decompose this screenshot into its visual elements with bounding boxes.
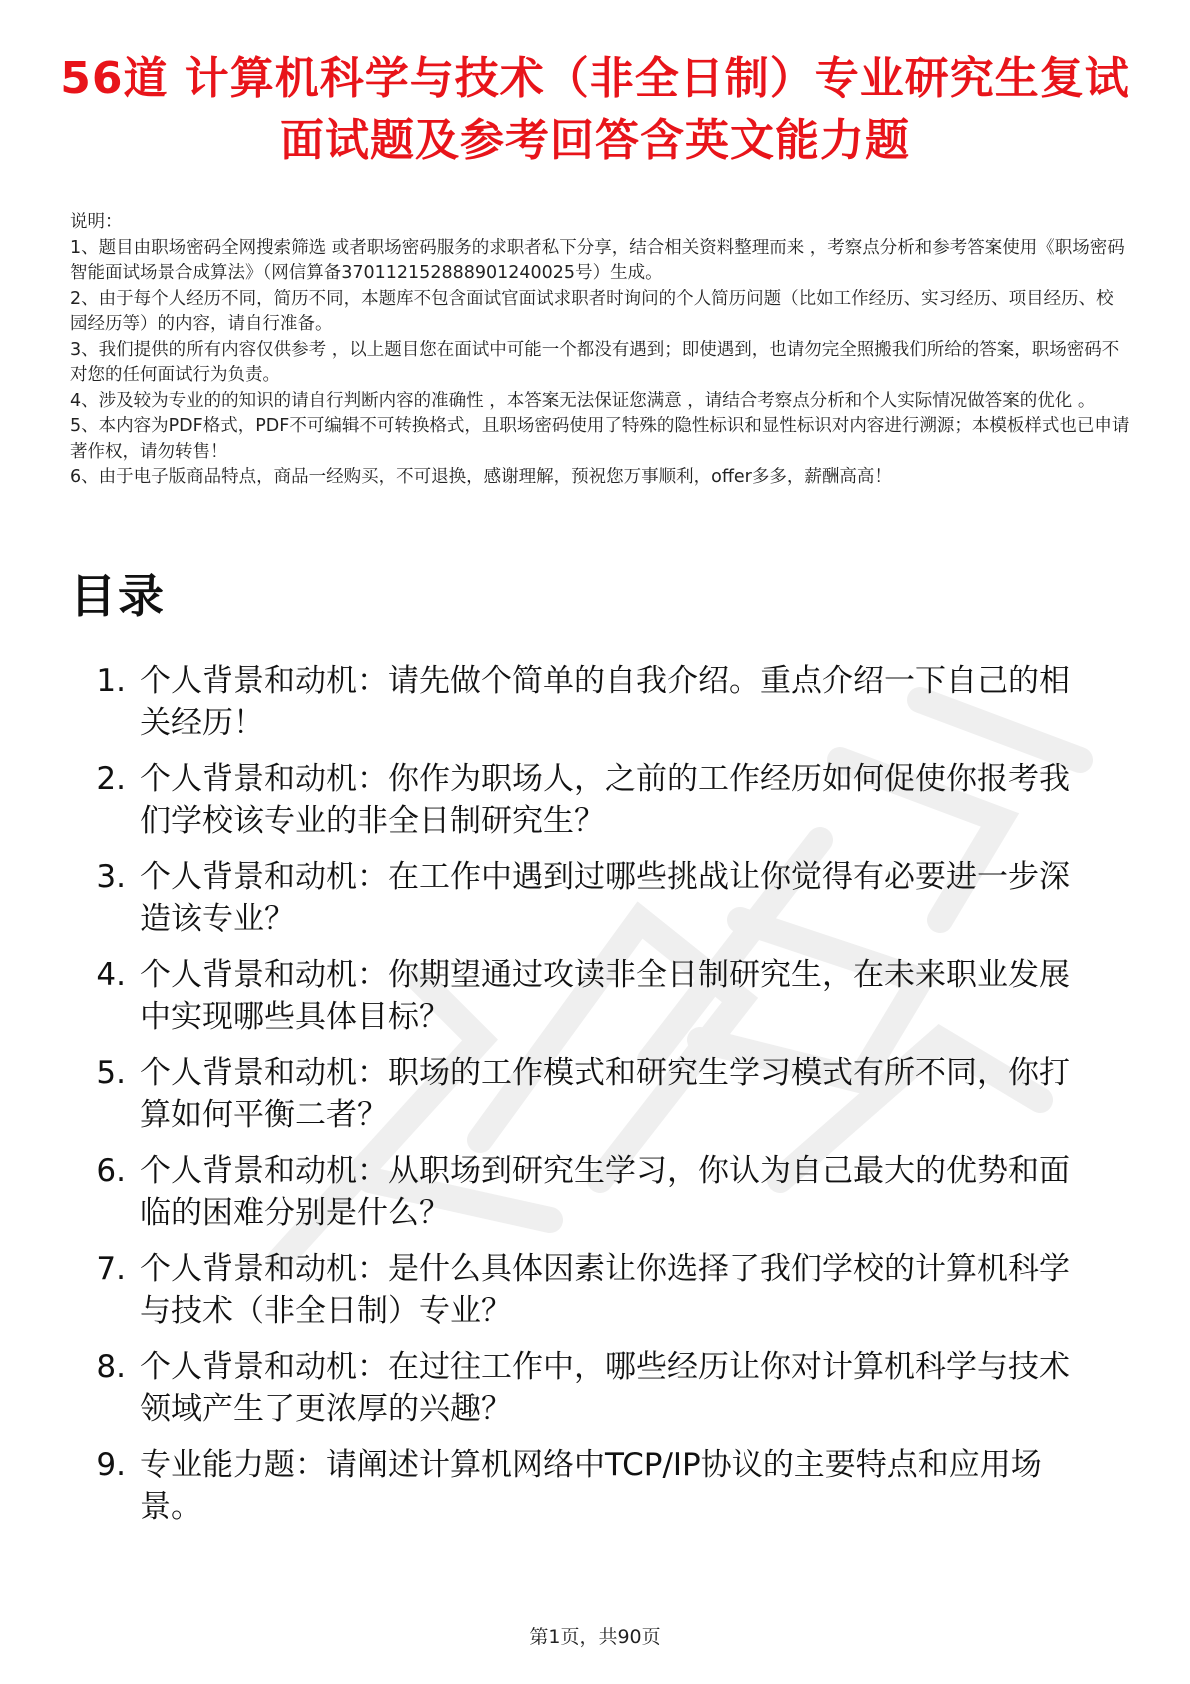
note-item: 4、涉及较为专业的的知识的请自行判断内容的准确性 ，本答案无法保证您满意 ，请结合考察点分析和个人实际情况做答案的优化 。 <box>70 390 1096 411</box>
notes-heading: 说明： <box>70 212 123 232</box>
note-item: 5、本内容为PDF格式，PDF不可编辑不可转换格式，且职场密码使用了特殊的隐性标识和显性标识对内容进行溯源；本模板样式也已申请著作权，请勿转售！ <box>70 416 1130 462</box>
toc-item-text: 个人背景和动机：从职场到研究生学习，你认为自己最大的优势和面临的困难分别是什么？ <box>140 1153 1070 1231</box>
toc-item-text: 个人背景和动机：在过往工作中，哪些经历让你对计算机科学与技术领域产生了更浓厚的兴趣？ <box>140 1349 1070 1427</box>
toc-item[interactable] <box>70 1444 1130 1528</box>
toc-item-number: 9. <box>96 1447 126 1483</box>
toc-item[interactable] <box>70 954 1130 1038</box>
toc-item-number: 6. <box>96 1153 126 1189</box>
toc-item-text: 专业能力题：请阐述计算机网络中TCP/IP协议的主要特点和应用场景。 <box>140 1447 1042 1525</box>
notes-section <box>70 210 1130 491</box>
toc-item-text: 个人背景和动机：请先做个简单的自我介绍。重点介绍一下自己的相关经历！ <box>140 663 1070 741</box>
toc-item[interactable] <box>70 660 1130 744</box>
toc-item-text: 个人背景和动机：在工作中遇到过哪些挑战让你觉得有必要进一步深造该专业？ <box>140 859 1070 937</box>
toc-item[interactable] <box>70 758 1130 842</box>
toc-item[interactable] <box>70 856 1130 940</box>
note-item: 2、由于每个人经历不同，简历不同，本题库不包含面试官面试求职者时询问的个人简历问题（比如工作经历、实习经历、项目经历、校园经历等）的内容，请自行准备。 <box>70 288 1114 334</box>
toc-item-number: 5. <box>96 1055 126 1091</box>
toc-item-number: 4. <box>96 957 126 993</box>
note-item: 3、我们提供的所有内容仅供参考 ，以上题目您在面试中可能一个都没有遇到；即使遇到，也请勿完全照搬我们所给的答案，职场密码不对您的任何面试行为负责。 <box>70 339 1120 385</box>
toc-heading: 目录 <box>70 569 166 623</box>
toc-item-number: 1. <box>96 663 126 699</box>
toc-item[interactable] <box>70 1346 1130 1430</box>
page-title: 56道 计算机科学与技术（非全日制）专业研究生复试面试题及参考回答含英文能力题 <box>60 53 1130 166</box>
toc-item-text: 个人背景和动机：你期望通过攻读非全日制研究生，在未来职业发展中实现哪些具体目标？ <box>140 957 1070 1035</box>
toc-item-text: 个人背景和动机：是什么具体因素让你选择了我们学校的计算机科学与技术（非全日制）专业？ <box>140 1251 1070 1329</box>
page-footer: 第1页，共90页 <box>529 1626 661 1648</box>
note-item: 6、由于电子版商品特点，商品一经购买，不可退换，感谢理解，预祝您万事顺利，offer多多，薪酬高高！ <box>70 467 892 487</box>
toc-item-number: 8. <box>96 1349 126 1385</box>
toc-item-number: 2. <box>96 761 126 797</box>
toc-item-number: 3. <box>96 859 126 895</box>
toc-list <box>70 660 1130 1542</box>
toc-item[interactable] <box>70 1248 1130 1332</box>
toc-item[interactable] <box>70 1052 1130 1136</box>
toc-item-text: 个人背景和动机：职场的工作模式和研究生学习模式有所不同，你打算如何平衡二者？ <box>140 1055 1070 1133</box>
toc-item-number: 7. <box>96 1251 126 1287</box>
note-item: 1、题目由职场密码全网搜索筛选 或者职场密码服务的求职者私下分享，结合相关资料整理而来 ，考察点分析和参考答案使用《职场密码智能面试场景合成算法》（网信算备370112152888901240025号）生成。 <box>70 237 1125 283</box>
toc-item-text: 个人背景和动机：你作为职场人，之前的工作经历如何促使你报考我们学校该专业的非全日制研究生？ <box>140 761 1070 839</box>
toc-item[interactable] <box>70 1150 1130 1234</box>
